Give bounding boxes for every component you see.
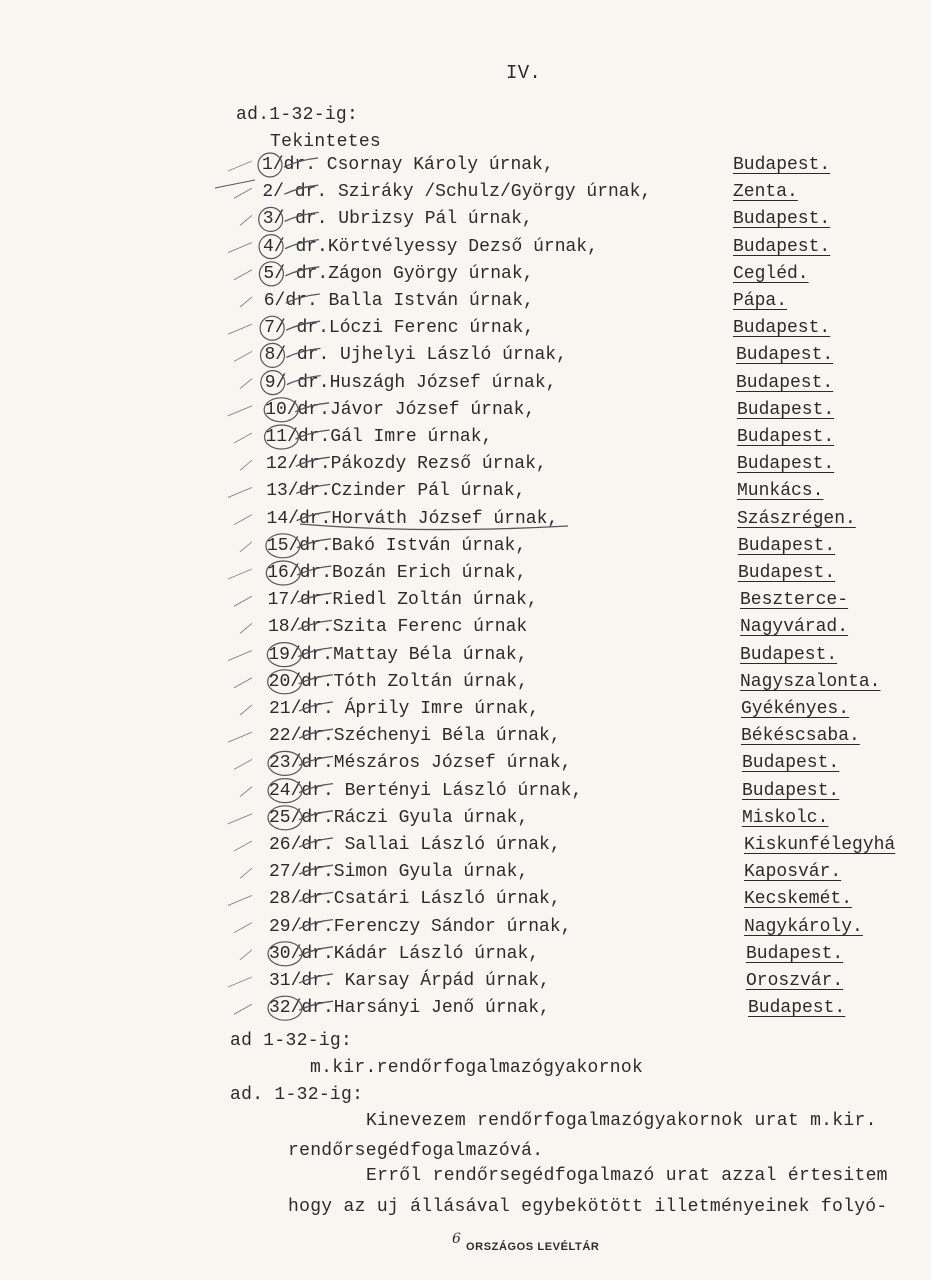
recipient-name: 30/dr.Kádár László úrnak, <box>269 943 540 964</box>
recipient-name: 7/ dr.Lóczi Ferenc úrnak, <box>264 318 535 339</box>
recipient-city: Szászrégen. <box>737 508 856 529</box>
recipient-name: 3/ dr. Ubrizsy Pál úrnak, <box>262 209 533 230</box>
recipient-city: Budapest. <box>736 345 834 366</box>
recipient-name: 19/dr.Mattay Béla úrnak, <box>268 644 528 665</box>
body-line-2: rendőrsegédfogalmazóvá. <box>288 1141 544 1161</box>
recipient-row <box>0 179 931 206</box>
recipient-city: Budapest. <box>737 454 835 475</box>
recipient-city: Budapest. <box>736 372 834 393</box>
recipient-row <box>0 560 931 587</box>
recipient-row <box>0 370 931 397</box>
recipient-row <box>0 342 931 369</box>
salutation: Tekintetes <box>270 132 382 152</box>
recipient-city: Kiskunfélegyhá <box>744 835 896 855</box>
handwritten-page-number: 6 <box>452 1231 462 1247</box>
recipient-city: Zenta. <box>733 182 798 203</box>
recipient-city: Békéscsaba. <box>741 726 860 747</box>
recipient-row <box>0 152 931 179</box>
recipient-city: Budapest. <box>738 535 836 556</box>
recipient-city: Budapest. <box>742 780 840 801</box>
recipient-name: 13/dr.Czinder Pál úrnak, <box>266 481 526 502</box>
recipient-city: Munkács. <box>737 481 824 502</box>
recipient-name: 2/ dr. Sziráky /Schulz/György úrnak, <box>262 182 652 203</box>
recipient-name: 11/dr.Gál Imre úrnak, <box>265 427 493 447</box>
recipient-row <box>0 914 931 941</box>
rank-title: m.kir.rendőrfogalmazógyakornok <box>310 1058 644 1078</box>
recipient-city: Oroszvár. <box>746 971 844 991</box>
recipient-city: Budapest. <box>742 753 840 774</box>
recipient-city: Budapest. <box>733 318 831 339</box>
recipient-name: 24/dr. Bertényi László úrnak, <box>269 780 583 801</box>
recipient-name: 31/dr. Karsay Árpád úrnak, <box>269 971 550 991</box>
recipient-name: 29/dr.Ferenczy Sándor úrnak, <box>269 916 572 937</box>
recipient-name: 20/dr.Tóth Zoltán úrnak, <box>268 671 528 692</box>
body-line-4: hogy az uj állásával egybekötött illetményeinek folyó- <box>288 1197 888 1217</box>
recipient-city: Pápa. <box>733 291 788 311</box>
recipient-city: Nagykároly. <box>744 916 863 937</box>
body-line-3: Erről rendőrsegédfogalmazó urat azzal értesitem <box>366 1166 888 1186</box>
recipient-name: 22/dr.Széchenyi Béla úrnak, <box>269 726 561 747</box>
recipient-row <box>0 478 931 505</box>
recipient-city: Budapest. <box>733 209 831 230</box>
recipient-row <box>0 832 931 859</box>
recipient-row <box>0 859 931 886</box>
recipient-city: Budapest. <box>746 943 844 964</box>
recipient-row <box>0 234 931 261</box>
recipient-city: Miskolc. <box>742 807 829 828</box>
recipient-city: Budapest. <box>733 236 831 257</box>
recipient-row <box>0 424 931 451</box>
recipient-name: 4/ dr.Körtvélyessy Dezső úrnak, <box>263 236 598 257</box>
recipient-city: Gyékényes. <box>741 699 850 719</box>
recipient-row <box>0 397 931 424</box>
recipient-name: 25/dr.Ráczi Gyula úrnak, <box>269 807 529 828</box>
reference-heading-bottom: ad. 1-32-ig: <box>230 1085 364 1105</box>
recipient-row <box>0 451 931 478</box>
recipient-name: 21/dr. Áprily Imre úrnak, <box>269 699 540 719</box>
recipient-city: Budapest. <box>737 427 835 447</box>
page-number: IV. <box>506 62 542 84</box>
recipient-row <box>0 995 931 1022</box>
recipient-name: 16/dr.Bozán Erich úrnak, <box>267 563 527 583</box>
reference-heading-middle: ad 1-32-ig: <box>230 1031 353 1051</box>
recipient-city: Kecskemét. <box>744 889 853 910</box>
recipient-city: Kaposvár. <box>744 862 842 883</box>
recipient-row <box>0 288 931 315</box>
recipient-row <box>0 750 931 777</box>
recipient-row <box>0 506 931 533</box>
recipient-name: 17/dr.Riedl Zoltán úrnak, <box>267 590 538 611</box>
recipient-row <box>0 941 931 968</box>
recipient-name: 9/ dr.Huszágh József úrnak, <box>264 372 557 393</box>
recipient-row <box>0 778 931 805</box>
recipient-city: Budapest. <box>740 644 838 665</box>
recipient-city: Budapest. <box>737 399 835 420</box>
recipient-name: 1/dr. Csornay Károly úrnak, <box>262 155 554 175</box>
recipient-city: Nagyvárad. <box>740 617 849 638</box>
recipient-city: Budapest. <box>738 563 836 583</box>
recipient-name: 12/dr.Pákozdy Rezső úrnak, <box>265 454 547 475</box>
recipient-name: 6/dr. Balla István úrnak, <box>263 291 534 311</box>
recipient-row <box>0 533 931 560</box>
recipient-city: Beszterce- <box>740 590 849 611</box>
recipient-row <box>0 968 931 995</box>
recipient-name: 27/dr.Simon Gyula úrnak, <box>269 862 529 883</box>
recipient-name: 8/ dr. Ujhelyi László úrnak, <box>264 345 567 366</box>
recipient-name: 28/dr.Csatári László úrnak, <box>269 889 561 910</box>
recipient-row <box>0 669 931 696</box>
recipient-city: Nagyszalonta. <box>740 671 881 692</box>
recipient-row <box>0 206 931 233</box>
recipient-name: 18/dr.Szita Ferenc úrnak <box>267 617 528 638</box>
recipient-city: Cegléd. <box>733 263 809 284</box>
recipient-name: 26/dr. Sallai László úrnak, <box>269 835 561 855</box>
recipient-row <box>0 696 931 723</box>
recipient-row <box>0 315 931 342</box>
recipient-city: Budapest. <box>748 998 846 1019</box>
recipient-row <box>0 642 931 669</box>
recipient-row <box>0 805 931 832</box>
recipient-row <box>0 723 931 750</box>
recipient-name: 10/dr.Jávor József úrnak, <box>265 399 536 420</box>
recipient-name: 23/dr.Mészáros József úrnak, <box>269 753 572 774</box>
recipient-row <box>0 614 931 641</box>
body-line-1: Kinevezem rendőrfogalmazógyakornok urat m.kir. <box>366 1111 877 1131</box>
recipient-row <box>0 587 931 614</box>
recipient-city: Budapest. <box>733 155 831 175</box>
archive-stamp: ORSZÁGOS LEVÉLTÁR <box>466 1241 600 1253</box>
recipient-name: 5/ dr.Zágon György úrnak, <box>263 263 534 284</box>
recipient-name: 32/dr.Harsányi Jenő úrnak, <box>269 998 550 1019</box>
reference-heading-top: ad.1-32-ig: <box>236 105 359 125</box>
recipient-name: 15/dr.Bakó István úrnak, <box>266 535 527 556</box>
recipient-name: 14/dr.Horváth József úrnak, <box>266 508 559 529</box>
recipient-row <box>0 886 931 913</box>
recipient-row <box>0 261 931 288</box>
